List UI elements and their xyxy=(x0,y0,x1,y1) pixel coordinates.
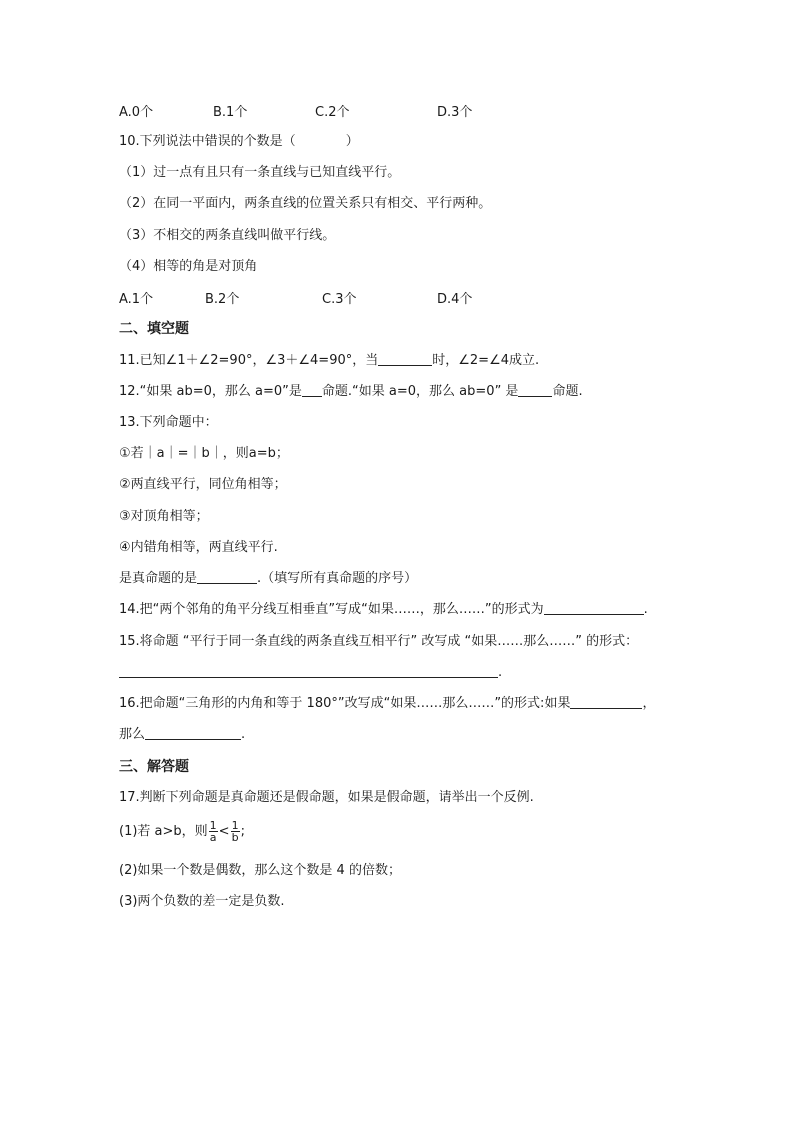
q17-item-1-text: (1)若 a>b，则 xyxy=(119,824,208,839)
q10-option-b: B.2个 xyxy=(205,292,240,307)
q12-text-3: 命题. xyxy=(552,384,583,399)
q13-item-2: ②两直线平行，同位角相等； xyxy=(119,477,287,492)
q15-stem: 15.将命题 “平行于同一条直线的两条直线互相平行” 改写成 “如果……那么……” 的形式： xyxy=(119,634,639,649)
q9-option-c: C.2个 xyxy=(315,105,350,120)
q13-answer-text: 是真命题的是 xyxy=(119,571,198,586)
q14-end: . xyxy=(643,602,648,617)
q12-blank-1 xyxy=(302,382,322,397)
q17-less-than: < xyxy=(218,824,230,839)
q13-stem: 13.下列命题中： xyxy=(119,415,218,430)
q17-frac2-denominator: b xyxy=(231,831,239,844)
q10-item-4: （4）相等的角是对顶角 xyxy=(119,259,258,274)
q14-text: 14.把“两个邻角的角平分线互相垂直”写成“如果……，那么……”的形式为 xyxy=(119,602,544,617)
q13-blank xyxy=(197,569,257,584)
q15-blank xyxy=(119,663,498,678)
q17-item-3: (3)两个负数的差一定是负数. xyxy=(119,894,285,909)
q17-frac2-numerator: 1 xyxy=(231,819,239,832)
q10-option-a: A.1个 xyxy=(119,292,154,307)
q16-end: . xyxy=(241,727,246,742)
q10-item-2: （2）在同一平面内，两条直线的位置关系只有相交、平行两种。 xyxy=(119,196,492,211)
q13-answer-hint: .（填写所有真命题的序号） xyxy=(257,571,418,586)
q16-text-2: 那么 xyxy=(119,727,146,742)
q16-blank-1 xyxy=(570,694,642,709)
q16-comma: ， xyxy=(642,696,656,711)
q9-option-d: D.3个 xyxy=(437,105,473,120)
q14-blank xyxy=(544,600,644,615)
q9-option-b: B.1个 xyxy=(213,105,248,120)
q13-answer xyxy=(119,569,417,589)
q10-item-3: （3）不相交的两条直线叫做平行线。 xyxy=(119,228,336,243)
q17-item-1-end: ; xyxy=(240,824,245,839)
q12-text-1: 12.“如果 ab=0，那么 a=0”是 xyxy=(119,384,302,399)
q10-item-1: （1）过一点有且只有一条直线与已知直线平行。 xyxy=(119,165,401,180)
q16-line-2 xyxy=(119,725,245,745)
q11-text-before: 11.已知∠1＋∠2=90°，∠3＋∠4=90°，当 xyxy=(119,353,379,368)
q12 xyxy=(119,382,583,402)
q10-stem xyxy=(119,132,359,152)
q13-item-1: ①若｜a｜=｜b｜，则a=b； xyxy=(119,446,289,461)
q14 xyxy=(119,600,648,620)
q17-fraction-1-over-b xyxy=(231,820,240,843)
q17-item-1 xyxy=(119,819,245,845)
section-title-solve: 三、解答题 xyxy=(119,759,189,775)
q17-frac1-denominator: a xyxy=(209,831,217,844)
q11-blank xyxy=(378,351,432,366)
q11-text-after: 时，∠2=∠4成立. xyxy=(432,353,540,368)
q15-answer-line xyxy=(119,663,502,683)
section-title-fill-in: 二、填空题 xyxy=(119,321,189,337)
q11 xyxy=(119,351,539,371)
q9-option-a: A.0个 xyxy=(119,105,154,120)
q17-item-2: (2)如果一个数是偶数，那么这个数是 4 的倍数； xyxy=(119,863,401,878)
q17-stem: 17.判断下列命题是真命题还是假命题，如果是假命题，请举出一个反例. xyxy=(119,790,534,805)
q16-blank-2 xyxy=(145,725,241,740)
q12-blank-2 xyxy=(518,382,552,397)
q17-fraction-1-over-a xyxy=(209,820,218,843)
q10-option-d: D.4个 xyxy=(437,292,473,307)
q13-item-4: ④内错角相等，两直线平行. xyxy=(119,540,278,555)
q13-item-3: ③对顶角相等； xyxy=(119,509,209,524)
q12-text-2: 命题.“如果 a=0，那么 ab=0” 是 xyxy=(321,384,519,399)
q16-text-1: 16.把命题“三角形的内角和等于 180°”改写成“如果……那么……”的形式:如果 xyxy=(119,696,571,711)
q10-stem-close: ） xyxy=(345,134,359,149)
q10-stem-text: 10.下列说法中错误的个数是（ xyxy=(119,134,296,149)
q15-end: . xyxy=(498,665,503,680)
q17-frac1-numerator: 1 xyxy=(209,819,217,832)
q10-option-c: C.3个 xyxy=(322,292,357,307)
q16-line-1 xyxy=(119,694,655,714)
